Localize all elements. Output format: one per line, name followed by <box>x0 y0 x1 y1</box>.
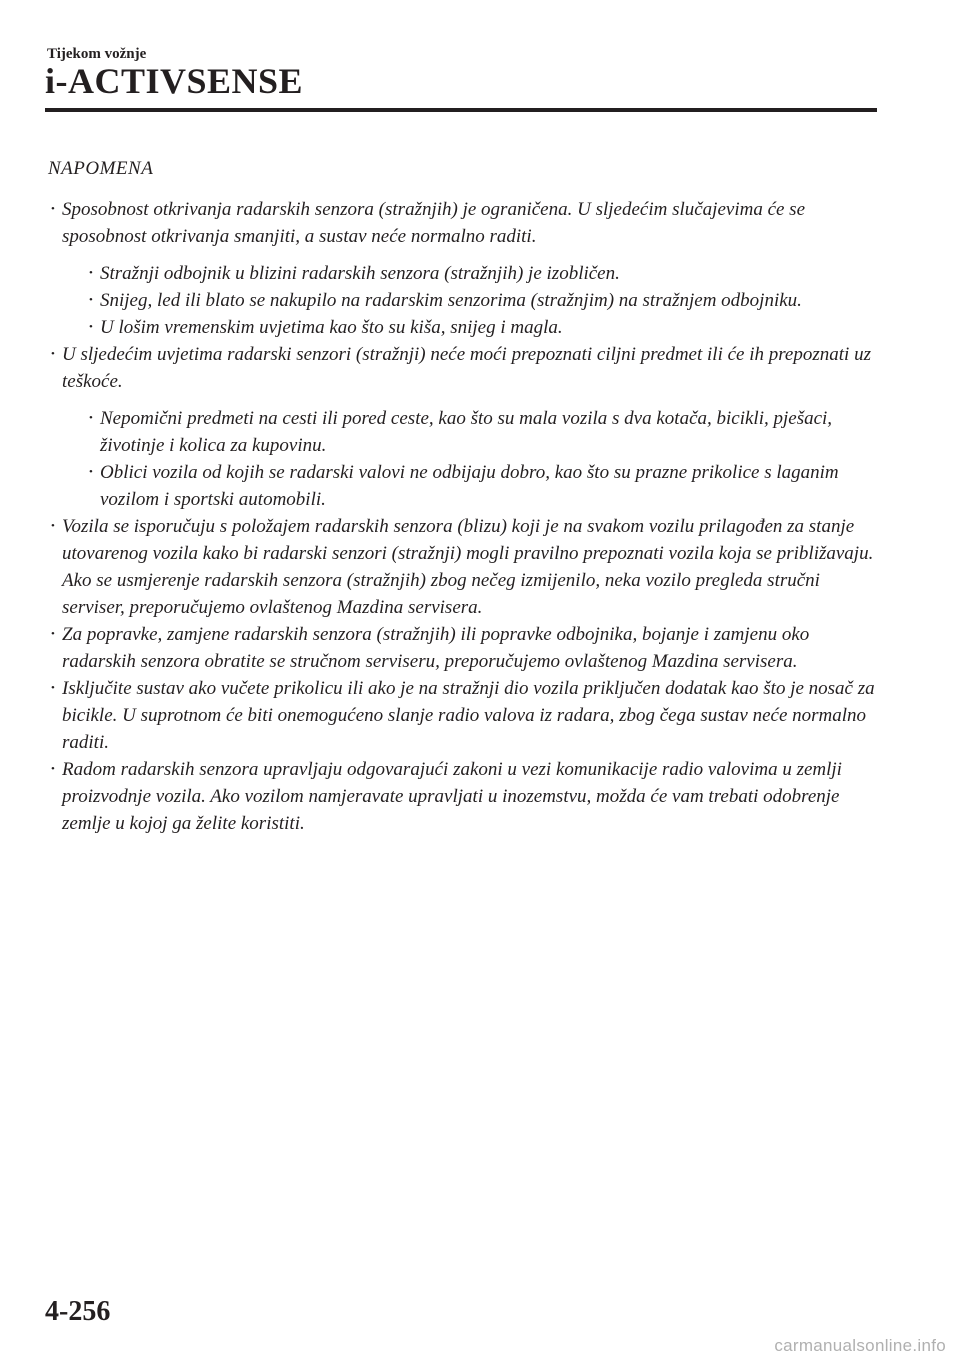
note-item <box>46 756 880 837</box>
page-number: 4-256 <box>45 1296 111 1327</box>
note-subitem: • U lošim vremenskim uvjetima kao što su kiša, snijeg i magla. <box>78 314 880 341</box>
header-divider <box>45 108 877 112</box>
note-subitem: • Stražnji odbojnik u blizini radarskih senzora (stražnjih) je izobličen. <box>78 260 880 287</box>
page-title: i-ACTIVSENSE <box>45 61 304 101</box>
note-block <box>46 158 880 837</box>
note-subitem: • Oblici vozila od kojih se radarski valovi ne odbijaju dobro, kao što su prazne prikolice s laganim vozilom i sportski automobili. <box>78 459 880 513</box>
note-item <box>46 196 880 341</box>
note-item <box>46 675 880 756</box>
note-subitem: • Snijeg, led ili blato se nakupilo na radarskim senzorima (stražnjim) na stražnjem odbojniku. <box>78 287 880 314</box>
note-list <box>46 196 880 837</box>
watermark: carmanualsonline.info <box>774 1336 946 1355</box>
note-sublist <box>62 405 880 513</box>
note-item-text: Radom radarskih senzora upravljaju odgovarajući zakoni u vezi komunikacije radio valovima u zemlji proizvodnje vozila. Ako vozilom namjeravate upravljati u inozemstvu, možda će vam trebati odobrenje zemlje u kojoj ga želite koristiti. <box>62 759 842 834</box>
note-sublist <box>62 260 880 341</box>
note-item <box>46 341 880 513</box>
note-item <box>46 621 880 675</box>
note-item-text: Sposobnost otkrivanja radarskih senzora (stražnjih) je ograničena. U sljedećim slučajevima će se sposobnost otkrivanja smanjiti, a sustav neće normalno raditi. <box>62 199 806 247</box>
note-item <box>46 513 880 621</box>
note-item-text: U sljedećim uvjetima radarski senzori (stražnji) neće moći prepoznati ciljni predmet ili će ih prepoznati uz teškoće. <box>62 344 871 392</box>
note-item-text: Za popravke, zamjene radarskih senzora (stražnjih) ili popravke odbojnika, bojanje i zamjenu oko radarskih senzora obratite se stručnom serviseru, preporučujemo ovlaštenog Mazdina servisera. <box>62 624 810 672</box>
note-item-text: Vozila se isporučuju s položajem radarskih senzora (blizu) koji je na svakom vozilu prilagođen za stanje utovarenog vozila kako bi radarski senzori (stražnji) mogli pravilno prepoznati vozila koja se približavaju. Ako se usmjerenje radarskih senzora (stražnjih) zbog nečeg izmijenilo, neka vozilo pregleda stručni serviser, preporučujemo ovlaštenog Mazdina servisera. <box>62 516 874 618</box>
note-heading: NAPOMENA <box>48 158 154 179</box>
section-label: Tijekom vožnje <box>47 46 147 62</box>
note-item-text: Isključite sustav ako vučete prikolicu ili ako je na stražnji dio vozila priključen dodatak kao što je nosač za bicikle. U suprotnom će biti onemogućeno slanje radio valova iz radara, zbog čega sustav neće normalno raditi. <box>62 678 875 753</box>
note-subitem: • Nepomični predmeti na cesti ili pored ceste, kao što su mala vozila s dva kotača, bicikli, pješaci, životinje i kolica za kupovinu. <box>78 405 880 459</box>
